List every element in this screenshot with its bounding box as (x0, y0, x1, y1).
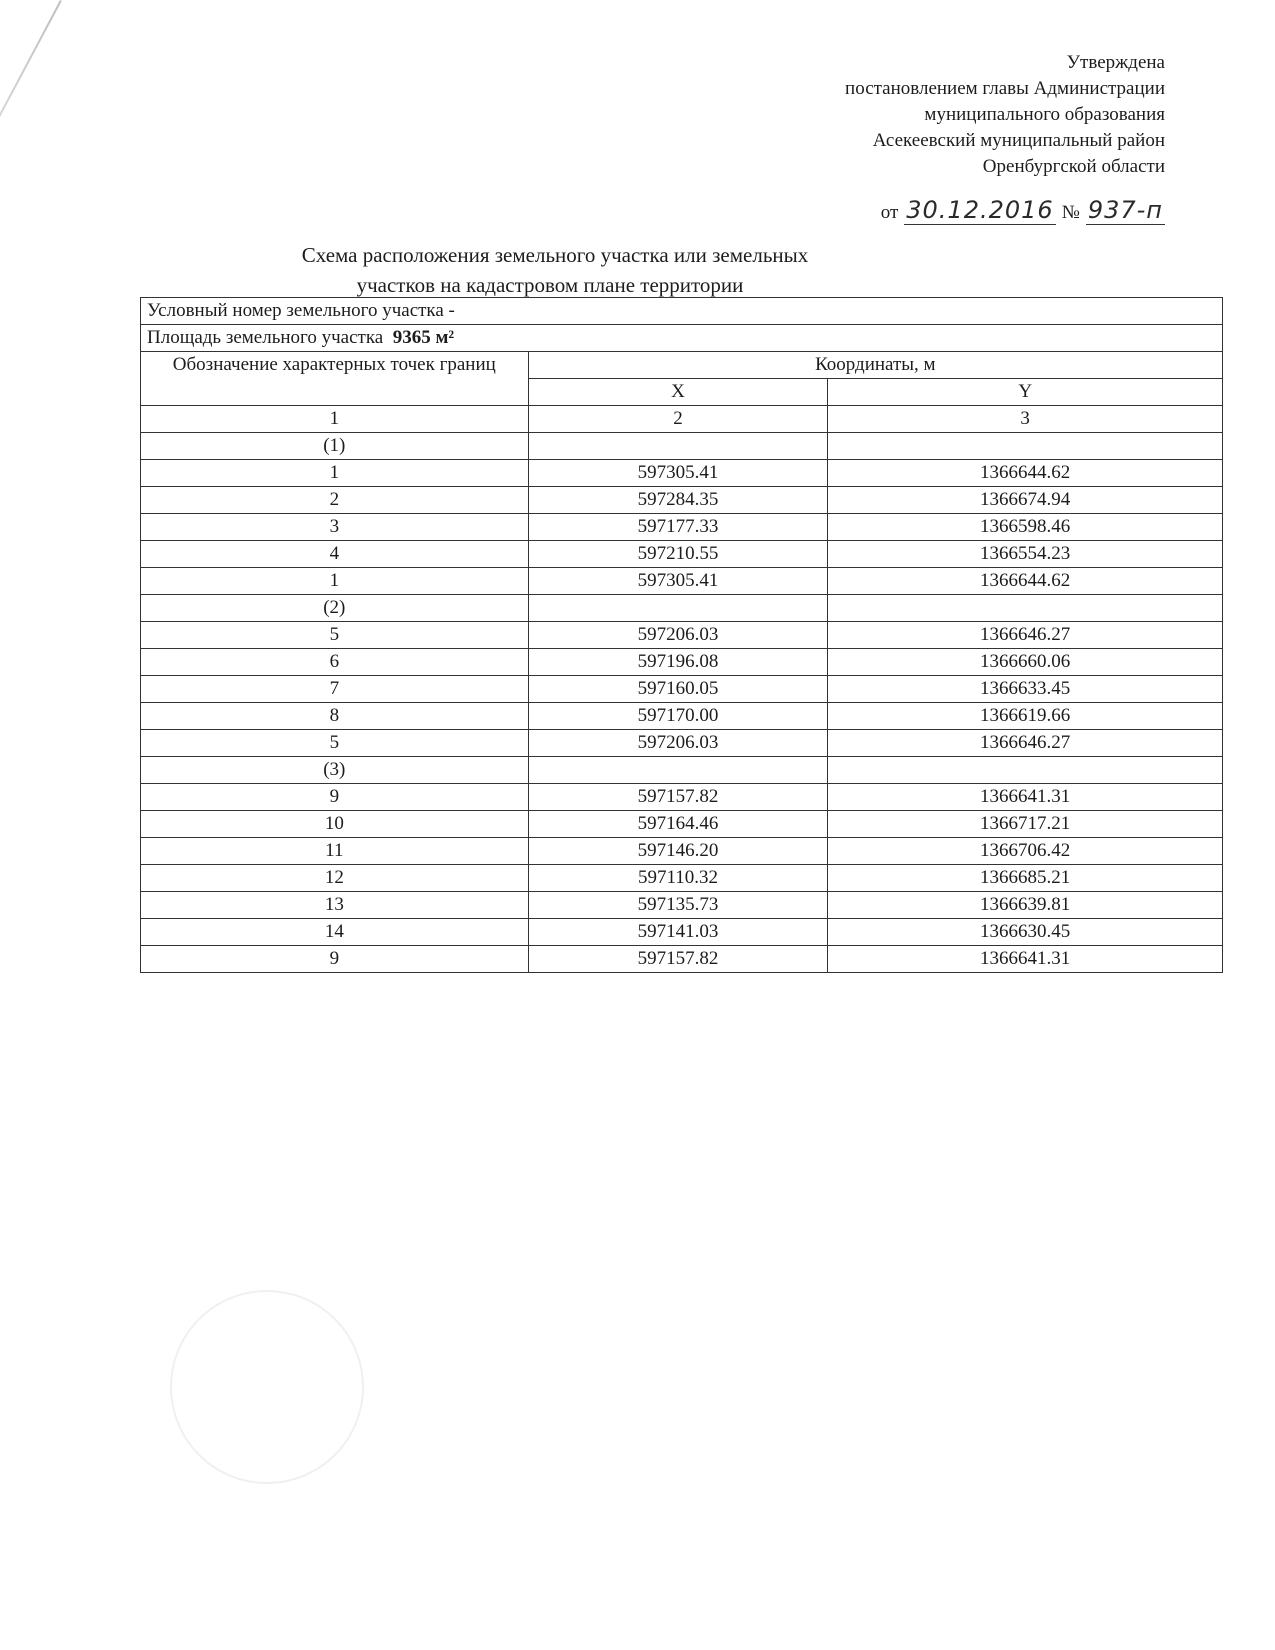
cell-point: 10 (141, 811, 529, 838)
cell-point: 11 (141, 838, 529, 865)
cell-point: 4 (141, 541, 529, 568)
cell-x: 597160.05 (528, 676, 828, 703)
cell-y (828, 433, 1223, 460)
table-row (141, 433, 1223, 460)
cell-y: 1366646.27 (828, 622, 1223, 649)
title-line-1: Схема расположения земельного участка или земельных (301, 243, 809, 267)
cell-point: 9 (141, 946, 529, 973)
approval-line: муниципального образования (924, 104, 1165, 125)
cell-y: 1366554.23 (828, 541, 1223, 568)
cell-point: 2 (141, 487, 529, 514)
cell-x: 597210.55 (528, 541, 828, 568)
cell-y: 1366639.81 (828, 892, 1223, 919)
cell-x: 597157.82 (528, 784, 828, 811)
table-row (141, 838, 1223, 865)
approval-line: Утверждена (1066, 52, 1165, 73)
table-row (141, 649, 1223, 676)
cell-point: 5 (141, 622, 529, 649)
cell-x: 597305.41 (528, 460, 828, 487)
cell-point: 1 (141, 460, 529, 487)
approval-date-line (881, 196, 1165, 225)
cell-x: 597157.82 (528, 946, 828, 973)
cell-y: 1366685.21 (828, 865, 1223, 892)
approval-line: постановлением главы Администрации (845, 78, 1165, 99)
approval-block (845, 50, 1165, 180)
cell-x: 597196.08 (528, 649, 828, 676)
table-row (141, 514, 1223, 541)
cell-point: 12 (141, 865, 529, 892)
table-row (141, 892, 1223, 919)
table-row (141, 811, 1223, 838)
table-row (141, 595, 1223, 622)
cell-y: 1366641.31 (828, 784, 1223, 811)
cell-x (528, 595, 828, 622)
column-number: 1 (141, 406, 529, 433)
cell-y: 1366619.66 (828, 703, 1223, 730)
conditional-number-row (141, 298, 1223, 325)
table-row (141, 784, 1223, 811)
cell-point: (3) (141, 757, 529, 784)
scan-artifact-line (0, 0, 62, 266)
cell-point: 5 (141, 730, 529, 757)
table-row (141, 568, 1223, 595)
cell-y: 1366641.31 (828, 946, 1223, 973)
number-prefix: № (1061, 202, 1080, 223)
cell-point: 9 (141, 784, 529, 811)
x-header: X (528, 379, 828, 406)
document-title (0, 240, 1060, 300)
table-row (141, 622, 1223, 649)
cell-x: 597141.03 (528, 919, 828, 946)
points-header: Обозначение характерных точек границ (141, 352, 529, 406)
area-value: 9365 м² (392, 327, 455, 348)
column-number: 2 (528, 406, 828, 433)
table-row (141, 541, 1223, 568)
cell-y (828, 595, 1223, 622)
table-row (141, 865, 1223, 892)
approval-line: Асекеевский муниципальный район (872, 130, 1165, 151)
column-number: 3 (828, 406, 1223, 433)
table-row (141, 460, 1223, 487)
table-row (141, 919, 1223, 946)
approval-line: Оренбургской области (982, 156, 1165, 177)
faint-stamp-mark (170, 1290, 364, 1484)
cell-x (528, 757, 828, 784)
y-header: Y (828, 379, 1223, 406)
coordinates-header: Координаты, м (528, 352, 1222, 379)
table-row (141, 757, 1223, 784)
cell-point: 1 (141, 568, 529, 595)
area-label: Площадь земельного участка (147, 327, 384, 348)
table-row (141, 703, 1223, 730)
table-row (141, 487, 1223, 514)
title-line-2: участков на кадастровом плане территории (356, 273, 744, 297)
table-row (141, 676, 1223, 703)
cell-y: 1366644.62 (828, 460, 1223, 487)
cell-y: 1366630.45 (828, 919, 1223, 946)
cell-y: 1366644.62 (828, 568, 1223, 595)
area-row (141, 325, 1223, 352)
cell-y: 1366674.94 (828, 487, 1223, 514)
cell-point: 13 (141, 892, 529, 919)
cell-x: 597135.73 (528, 892, 828, 919)
cell-point: 14 (141, 919, 529, 946)
cell-x: 597164.46 (528, 811, 828, 838)
cell-x: 597284.35 (528, 487, 828, 514)
cell-y: 1366706.42 (828, 838, 1223, 865)
cell-x: 597170.00 (528, 703, 828, 730)
cell-x: 597177.33 (528, 514, 828, 541)
cell-point: 3 (141, 514, 529, 541)
coordinates-table (140, 297, 1223, 973)
cell-y: 1366633.45 (828, 676, 1223, 703)
table-row (141, 946, 1223, 973)
conditional-number-label: Условный номер земельного участка - (141, 298, 1223, 325)
cell-x: 597206.03 (528, 622, 828, 649)
cell-y (828, 757, 1223, 784)
cell-y: 1366717.21 (828, 811, 1223, 838)
cell-point: 6 (141, 649, 529, 676)
table-row (141, 730, 1223, 757)
cell-y: 1366646.27 (828, 730, 1223, 757)
cell-point: (1) (141, 433, 529, 460)
handwritten-date: 30.12.2016 (906, 196, 1054, 224)
cell-point: 8 (141, 703, 529, 730)
cell-x: 597206.03 (528, 730, 828, 757)
date-prefix: от (880, 202, 899, 223)
cell-y: 1366660.06 (828, 649, 1223, 676)
cell-y: 1366598.46 (828, 514, 1223, 541)
header-row (141, 352, 1223, 379)
cell-point: (2) (141, 595, 529, 622)
cell-x (528, 433, 828, 460)
cell-x: 597110.32 (528, 865, 828, 892)
handwritten-number: 937-п (1087, 196, 1163, 224)
cell-point: 7 (141, 676, 529, 703)
area-cell (141, 325, 1223, 352)
column-number-row (141, 406, 1223, 433)
cell-x: 597146.20 (528, 838, 828, 865)
cell-x: 597305.41 (528, 568, 828, 595)
